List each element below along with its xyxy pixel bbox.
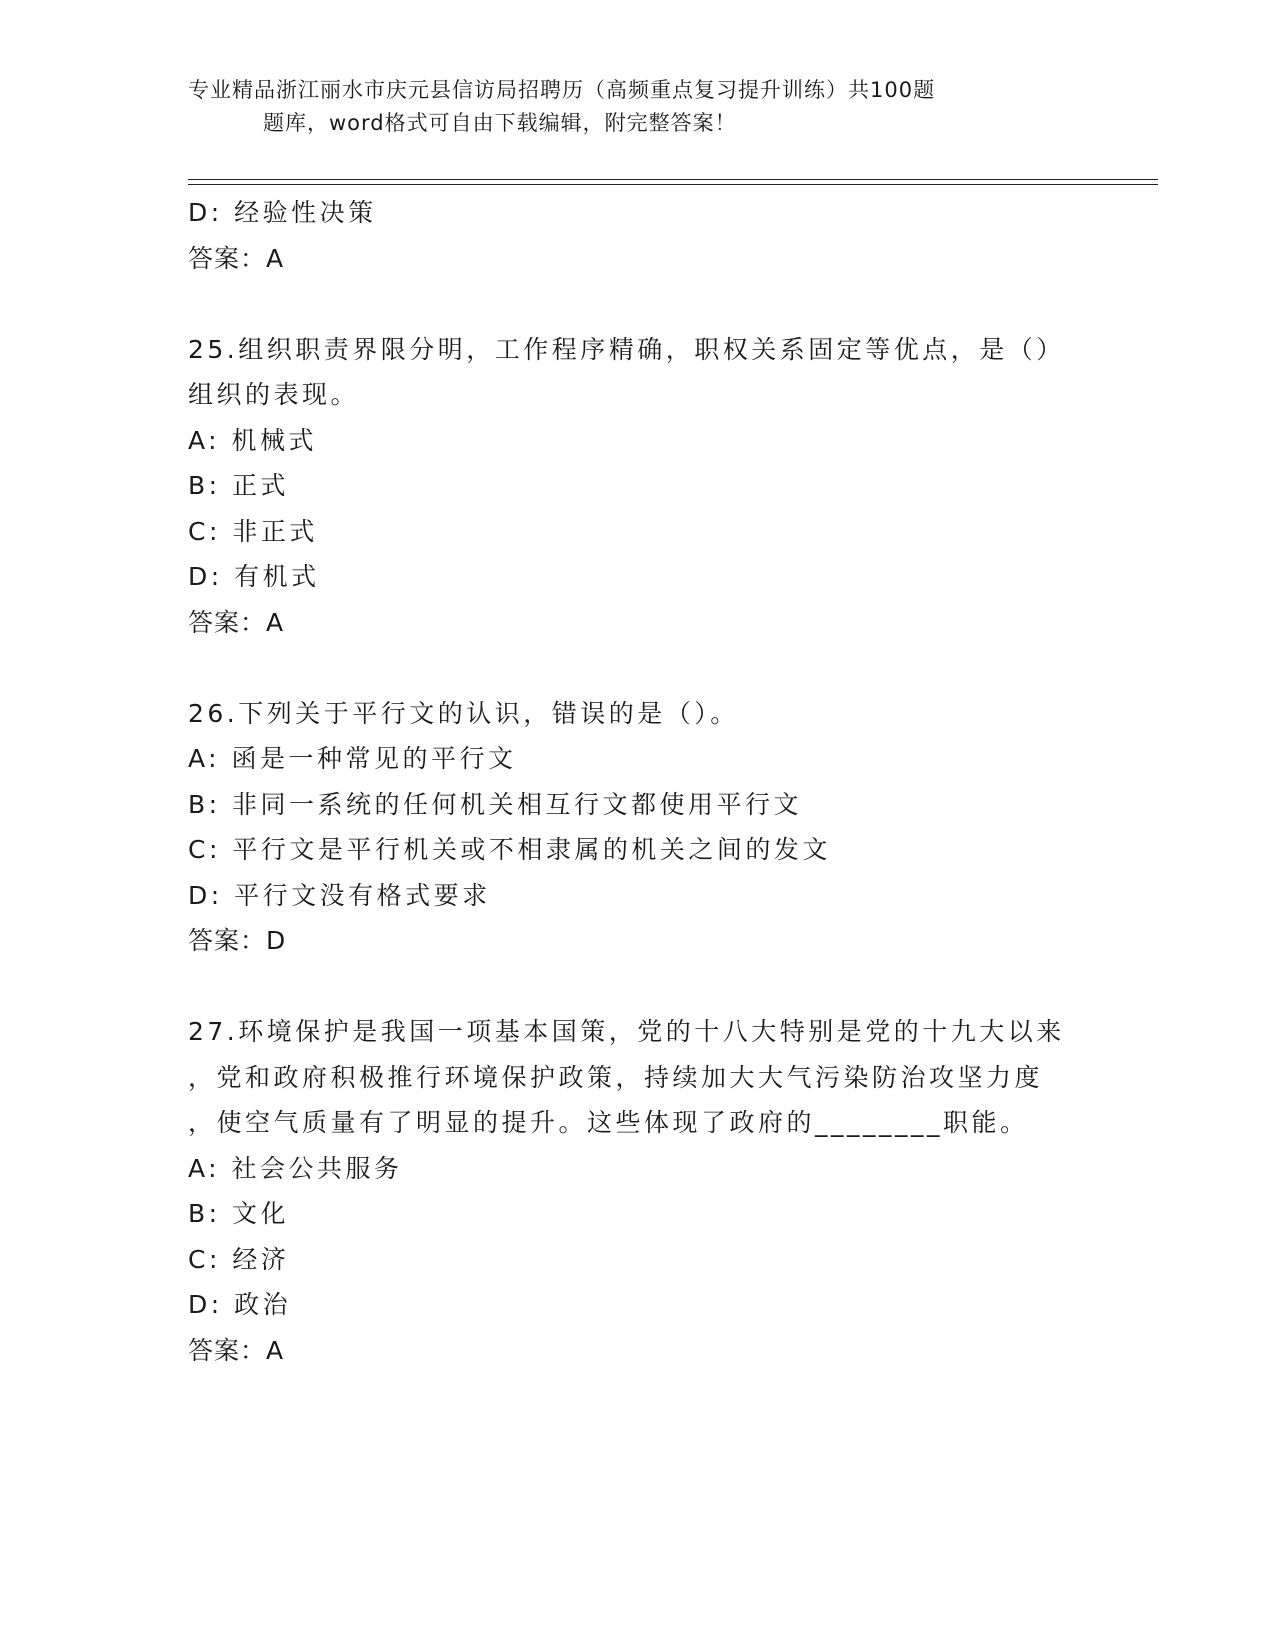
answer: 答案：A: [188, 607, 285, 637]
document-body: [188, 190, 1088, 1373]
answer: 答案：A: [188, 243, 285, 273]
option-b: B: 文化: [188, 1199, 290, 1228]
option-c: C: 非正式: [188, 516, 318, 546]
option-a: A: 函是一种常见的平行文: [188, 744, 517, 773]
header-rule-top: [188, 179, 1158, 180]
document-header: [188, 74, 1058, 140]
question-stem-line: 27.环境保护是我国一项基本国策，党的十八大特别是党的十九大以来: [188, 1017, 1065, 1046]
question-stem-line: 组织的表现。: [188, 380, 360, 409]
option-a: A: 社会公共服务: [188, 1153, 403, 1183]
question-stem-line: 26.下列关于平行文的认识，错误的是（）。: [188, 698, 739, 728]
header-title-line-1: 专业精品浙江丽水市庆元县信访局招聘历（高频重点复习提升训练）共100题: [188, 78, 936, 102]
header-title-line-2: 题库，word格式可自由下载编辑，附完整答案！: [263, 111, 737, 135]
option-c: C: 平行文是平行机关或不相隶属的机关之间的发文: [188, 835, 831, 864]
answer: 答案：D: [188, 926, 287, 955]
question-stem-line: ，使空气质量有了明显的提升。这些体现了政府的________职能。: [188, 1108, 1029, 1137]
option-d: D: 有机式: [188, 562, 320, 591]
answer: 答案：A: [188, 1335, 285, 1365]
option-d: D: 政治: [188, 1290, 292, 1319]
question-stem-line: 25.组织职责界限分明，工作程序精确，职权关系固定等优点，是（）: [188, 334, 1065, 364]
option-a: A: 机械式: [188, 425, 318, 455]
question-27: [188, 1009, 1088, 1373]
option-b: B: 正式: [188, 471, 290, 500]
question-stem-line: ，党和政府积极推行环境保护政策，持续加大大气污染防治攻坚力度: [188, 1062, 1044, 1092]
previous-question-tail: [188, 190, 1088, 281]
question-25: [188, 327, 1088, 646]
option-b: B: 非同一系统的任何机关相互行文都使用平行文: [188, 789, 803, 819]
option-c: C: 经济: [188, 1244, 290, 1274]
header-rule-bottom: [188, 184, 1158, 185]
question-26: [188, 691, 1088, 964]
option-d: D: 经验性决策: [188, 198, 377, 227]
option-d: D: 平行文没有格式要求: [188, 880, 491, 910]
